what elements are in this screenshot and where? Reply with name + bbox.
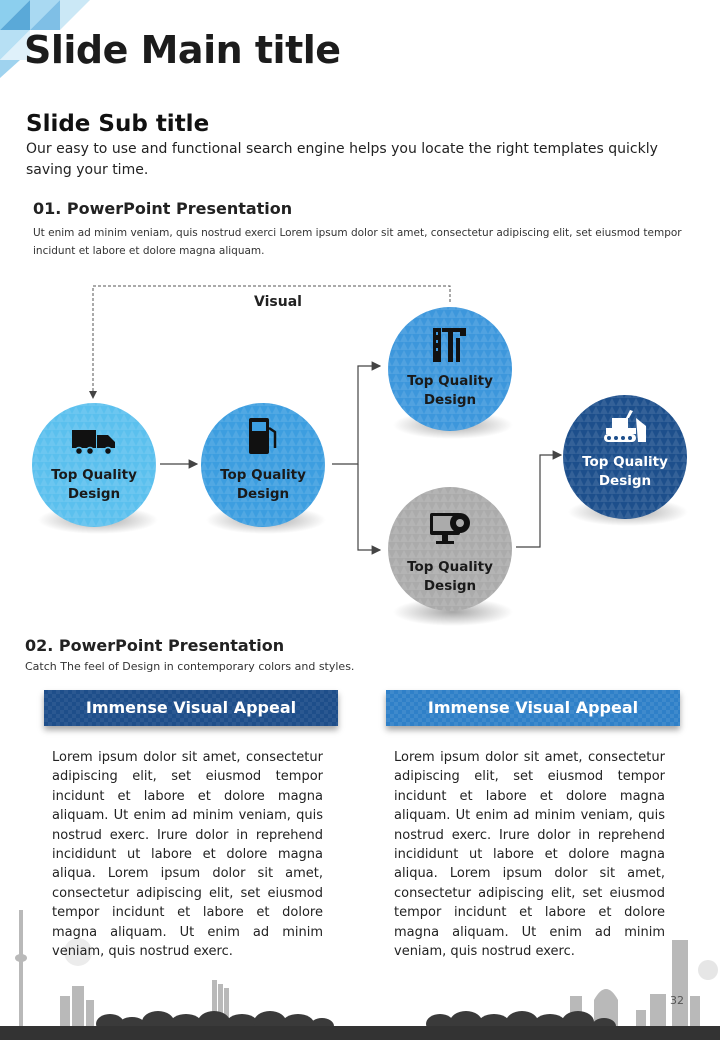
arrow-2-to-4 <box>358 464 380 550</box>
arrow-4-to-5 <box>516 455 561 547</box>
body-text-right: Lorem ipsum dolor sit amet, consectetur adipiscing elit, set eiusmod tempor incidunt et labore et dolore magna aliquam. Ut enim ad minim veniam, quis nostrud exerc. Irure dolor in reprehend incididunt ut labore et dolore magna aliqua. Lorem ipsum dolor sit amet, consectetur adipiscing elit, set eiusmod tempor incidunt et labore et dolore magna aliquam. Ut enim ad minim veniam, quis nostrud exerc. <box>394 750 665 960</box>
node-tools <box>388 307 512 431</box>
slide-sub-description: Our easy to use and functional search engine helps you locate the right templates quickly saving your time. <box>26 141 658 178</box>
slide-main-title: Slide Main title <box>24 28 341 72</box>
node-monitor-label-line2: Design <box>423 578 477 594</box>
node-bulldozer-label <box>563 453 687 491</box>
node-tools-label <box>388 372 512 410</box>
section2-description: Catch The feel of Design in contemporary colors and styles. <box>25 660 355 673</box>
slide-sub-title: Slide Sub title <box>26 111 210 137</box>
node-tools-label-line1: Top Quality <box>407 373 493 389</box>
node-fuel-label <box>201 466 325 504</box>
footer-bar <box>0 1026 720 1040</box>
section1-heading: 01. PowerPoint Presentation <box>33 199 293 218</box>
node-truck-label-line1: Top Quality <box>51 467 137 483</box>
node-monitor-label <box>388 558 512 596</box>
section1-description: Ut enim ad minim veniam, quis nostrud exerci Lorem ipsum dolor sit amet, consectetur adipiscing elit, set eiusmod tempor incidunt et labore et dolore magna aliquam. <box>33 227 682 257</box>
node-fuel-label-line2: Design <box>236 486 290 502</box>
node-truck-label <box>32 466 156 504</box>
node-truck <box>32 403 156 527</box>
banner-right: Immense Visual Appeal <box>386 690 680 726</box>
page-number: 32 <box>670 994 684 1007</box>
arrow-2-to-3 <box>332 366 380 464</box>
section2-heading: 02. PowerPoint Presentation <box>25 636 285 655</box>
node-bulldozer-label-line1: Top Quality <box>582 454 668 470</box>
visual-label: Visual <box>254 294 302 310</box>
node-bulldozer-label-line2: Design <box>598 473 652 489</box>
node-tools-label-line2: Design <box>423 392 477 408</box>
banner-left: Immense Visual Appeal <box>44 690 338 726</box>
node-fuel-label-line1: Top Quality <box>220 467 306 483</box>
body-text-left: Lorem ipsum dolor sit amet, consectetur adipiscing elit, set eiusmod tempor incidunt et labore et dolore magna aliquam. Ut enim ad minim veniam, quis nostrud exerc. Irure dolor in reprehend incididunt ut labore et dolore magna aliqua. Lorem ipsum dolor sit amet, consectetur adipiscing elit, set eiusmod tempor incidunt et labore et dolore magna aliquam. Ut enim ad minim veniam, quis nostrud exerc. <box>52 750 323 960</box>
node-truck-label-line2: Design <box>67 486 121 502</box>
node-monitor-label-line1: Top Quality <box>407 559 493 575</box>
process-diagram <box>0 270 720 640</box>
